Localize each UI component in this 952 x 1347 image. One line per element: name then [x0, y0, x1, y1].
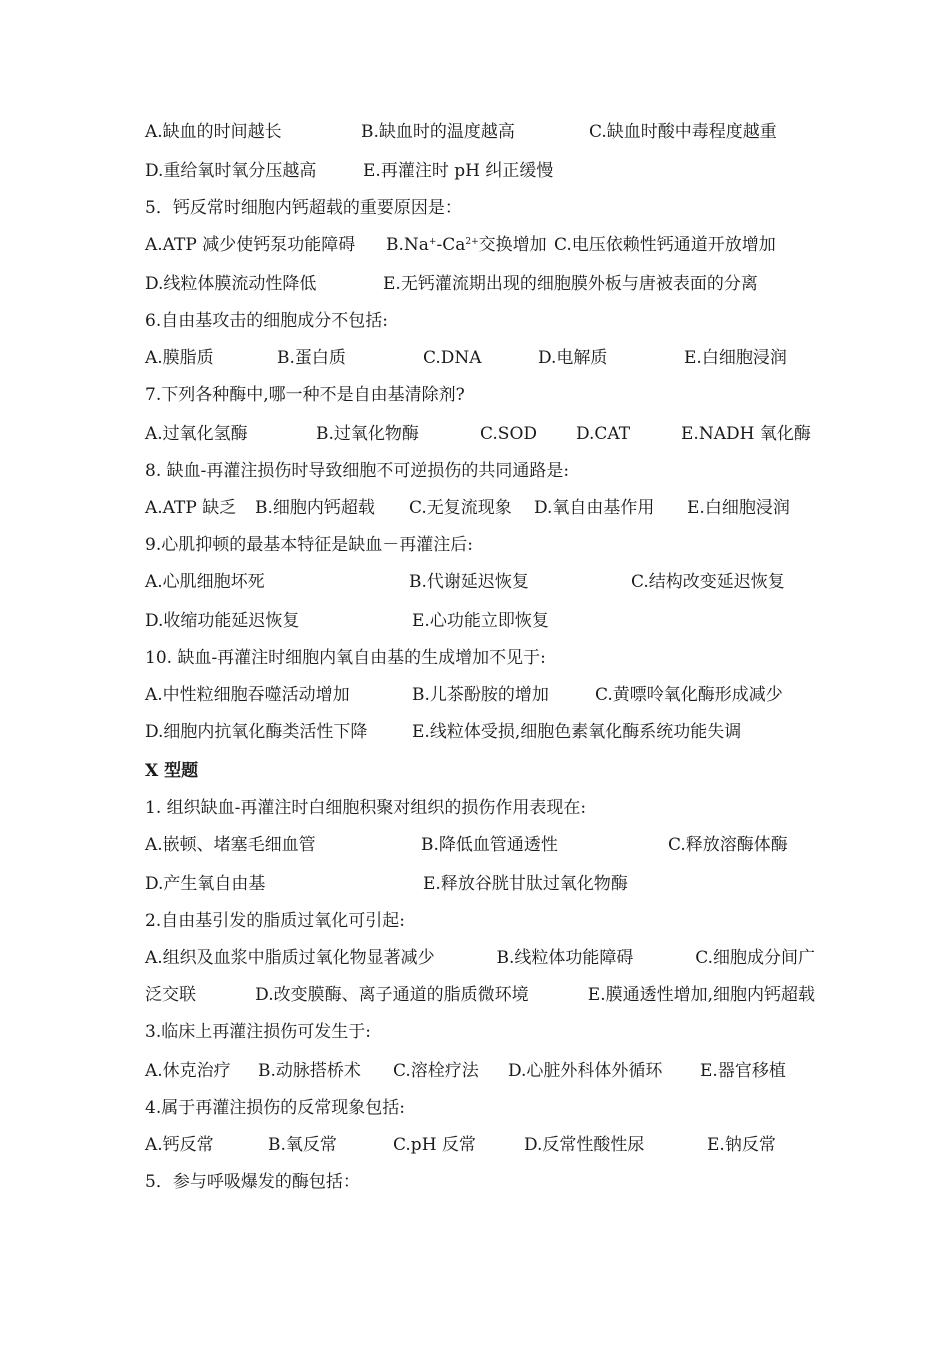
option-c: C.无复流现象	[409, 498, 512, 518]
question-9: 9.心肌抑顿的最基本特征是缺血－再灌注后:	[145, 535, 473, 555]
option-e: E.心功能立即恢复	[412, 611, 549, 631]
option-c: C.pH 反常	[393, 1135, 476, 1155]
option-a: A.膜脂质	[145, 348, 214, 368]
option-d: D.改变膜酶、离子通道的脂质微环境	[255, 985, 529, 1005]
x-question-5: 5．参与呼吸爆发的酶包括：	[145, 1172, 360, 1192]
option-line	[145, 720, 815, 744]
x-question-2: 2.自由基引发的脂质过氧化可引起:	[145, 911, 405, 931]
option-d: D.细胞内抗氧化酶类活性下降	[145, 722, 368, 742]
option-d: D.产生氧自由基	[145, 874, 266, 894]
option-line	[145, 496, 815, 520]
option-a: A.ATP 缺乏	[145, 498, 237, 518]
option-c: C.释放溶酶体酶	[668, 835, 788, 855]
option-e: E.白细胞浸润	[684, 348, 787, 368]
option-e: E.无钙灌流期出现的细胞膜外板与唐被表面的分离	[383, 274, 758, 294]
option-line	[145, 1059, 815, 1083]
option-a: A.嵌顿、堵塞毛细血管	[145, 835, 316, 855]
option-c: C.DNA	[423, 348, 482, 368]
option-d: D.CAT	[576, 424, 631, 444]
x-question-3: 3.临床上再灌注损伤可发生于:	[145, 1022, 371, 1042]
option-d: D.重给氧时氧分压越高	[145, 161, 317, 181]
option-line	[145, 609, 815, 633]
option-a: A.心肌细胞坏死	[145, 572, 265, 592]
option-line	[145, 346, 815, 370]
question-7: 7.下列各种酶中,哪一种不是自由基清除剂?	[145, 385, 465, 405]
option-c: C.电压依赖性钙通道开放增加	[554, 235, 776, 255]
option-d: D.氧自由基作用	[534, 498, 655, 518]
question-5: 5．钙反常时细胞内钙超载的重要原因是：	[145, 198, 462, 218]
option-line	[145, 272, 815, 296]
option-line	[145, 570, 815, 594]
question-6: 6.自由基攻击的细胞成分不包括:	[145, 311, 388, 331]
option-a: A.休克治疗	[145, 1061, 231, 1081]
x-question-1: 1. 组织缺血-再灌注时白细胞积聚对组织的损伤作用表现在:	[145, 798, 587, 818]
option-e: E.NADH 氧化酶	[681, 424, 811, 444]
option-line	[145, 233, 815, 257]
option-line	[145, 120, 815, 144]
option-d: D.收缩功能延迟恢复	[145, 611, 300, 631]
option-d: D.心脏外科体外循环	[508, 1061, 663, 1081]
option-e: E.释放谷胱甘肽过氧化物酶	[423, 874, 628, 894]
option-line	[145, 872, 815, 896]
option-a: A.组织及血浆中脂质过氧化物显著减少	[145, 948, 435, 968]
option-b: B.细胞内钙超载	[255, 498, 375, 518]
option-a: A.ATP 减少使钙泵功能障碍	[145, 235, 356, 255]
option-b: B.氧反常	[268, 1135, 337, 1155]
option-line	[145, 422, 815, 446]
option-e: E.膜通透性增加,细胞内钙超载	[587, 985, 815, 1005]
option-b: B.蛋白质	[277, 348, 346, 368]
option-b: B.线粒体功能障碍	[496, 948, 634, 968]
option-line	[145, 983, 815, 1007]
option-c: C.黄嘌呤氧化酶形成减少	[595, 685, 783, 705]
option-a: A.中性粒细胞吞噬活动增加	[145, 685, 350, 705]
option-b: B.降低血管通透性	[421, 835, 558, 855]
option-a: A.过氧化氢酶	[145, 424, 248, 444]
option-c-continued: 泛交联	[145, 985, 196, 1005]
option-e: E.器官移植	[700, 1061, 786, 1081]
option-line	[145, 1133, 815, 1157]
option-d: D.电解质	[538, 348, 608, 368]
option-b: B.代谢延迟恢复	[409, 572, 529, 592]
question-10: 10. 缺血-再灌注时细胞内氧自由基的生成增加不见于:	[145, 648, 546, 668]
option-a: A.缺血的时间越长	[145, 122, 282, 142]
option-e: E.钠反常	[707, 1135, 776, 1155]
option-d: D.反常性酸性尿	[524, 1135, 645, 1155]
option-e: E.白细胞浸润	[687, 498, 790, 518]
option-b: B.过氧化物酶	[316, 424, 419, 444]
section-heading-x: X 型题	[145, 761, 199, 781]
option-b: B.儿茶酚胺的增加	[412, 685, 549, 705]
x-question-4: 4.属于再灌注损伤的反常现象包括:	[145, 1098, 405, 1118]
option-a: A.钙反常	[145, 1135, 214, 1155]
option-c: C.结构改变延迟恢复	[631, 572, 785, 592]
option-b: B.动脉搭桥术	[258, 1061, 361, 1081]
option-line	[145, 946, 815, 970]
question-8: 8. 缺血-再灌注损伤时导致细胞不可逆损伤的共同通路是:	[145, 461, 570, 481]
option-line	[145, 159, 815, 183]
option-line	[145, 833, 815, 857]
option-b: $B.Na^+-Ca^{2+}$交换增加	[386, 235, 547, 255]
option-c: C.细胞成分间广	[695, 948, 815, 968]
option-b: B.缺血时的温度越高	[361, 122, 515, 142]
option-e: E.再灌注时 pH 纠正缓慢	[363, 161, 554, 181]
option-c: C.SOD	[480, 424, 538, 444]
option-e: E.线粒体受损,细胞色素氧化酶系统功能失调	[412, 722, 742, 742]
option-d: D.线粒体膜流动性降低	[145, 274, 317, 294]
option-c: C.缺血时酸中毒程度越重	[589, 122, 777, 142]
option-c: C.溶栓疗法	[393, 1061, 479, 1081]
option-line	[145, 683, 815, 707]
